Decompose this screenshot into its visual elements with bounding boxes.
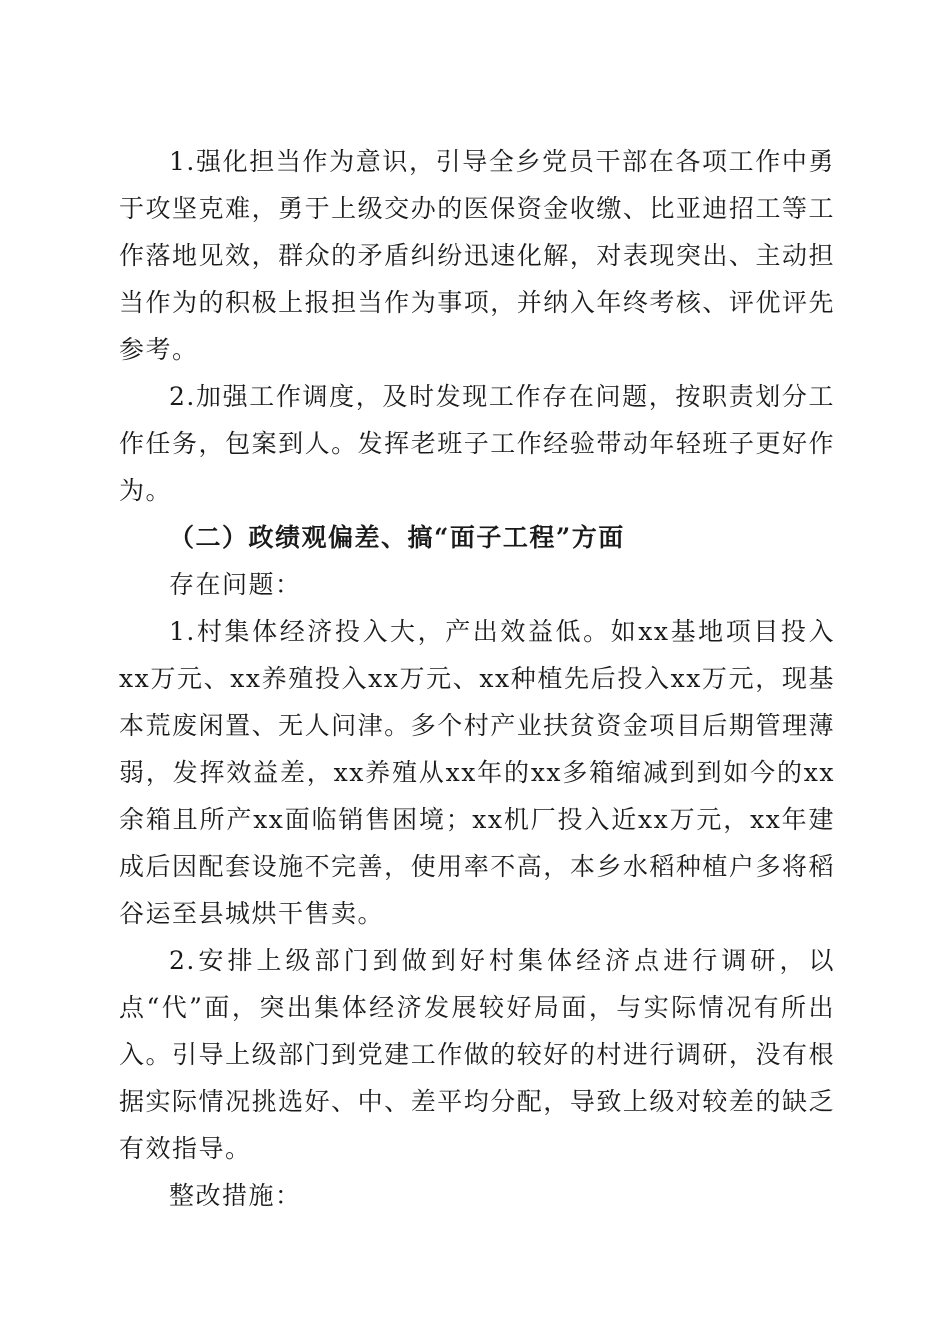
paragraph-problem-1: 1.村集体经济投入大，产出效益低。如xx基地项目投入xx万元、xx养殖投入xx万元、xx种植先后投入xx万元，现基本荒废闲置、无人问津。多个村产业扶贫资金项目后期管理薄弱，发挥效益差，xx养殖从xx年的xx多箱缩减到到如今的xx余箱且所产xx面临销售困境；xx机厂投入近xx万元，xx年建成后因配套设施不完善，使用率不高，本乡水稻种植户多将稻谷运至县城烘干售卖。 (119, 617, 835, 928)
paragraph-measure-2: 2.加强工作调度，及时发现工作存在问题，按职责划分工作任务，包案到人。发挥老班子工作经验带动年轻班子更好作为。 (119, 382, 835, 505)
section-heading: （二）政绩观偏差、搞“面子工程”方面 (169, 523, 625, 552)
measures-label: 整改措施： (169, 1181, 302, 1210)
paragraph-problem-2: 2.安排上级部门到做到好村集体经济点进行调研，以点“代”面，突出集体经济发展较好局面，与实际情况有所出入。引导上级部门到党建工作做的较好的村进行调研，没有根据实际情况挑选好、中、差平均分配，导致上级对较差的缺乏有效指导。 (119, 946, 835, 1163)
paragraph-measure-1: 1.强化担当作为意识，引导全乡党员干部在各项工作中勇于攻坚克难，勇于上级交办的医保资金收缴、比亚迪招工等工作落地见效，群众的矛盾纠纷迅速化解，对表现突出、主动担当作为的积极上报担当作为事项，并纳入年终考核、评优评先参考。 (119, 147, 835, 364)
problems-label: 存在问题： (169, 570, 302, 599)
document-body (119, 138, 835, 1219)
